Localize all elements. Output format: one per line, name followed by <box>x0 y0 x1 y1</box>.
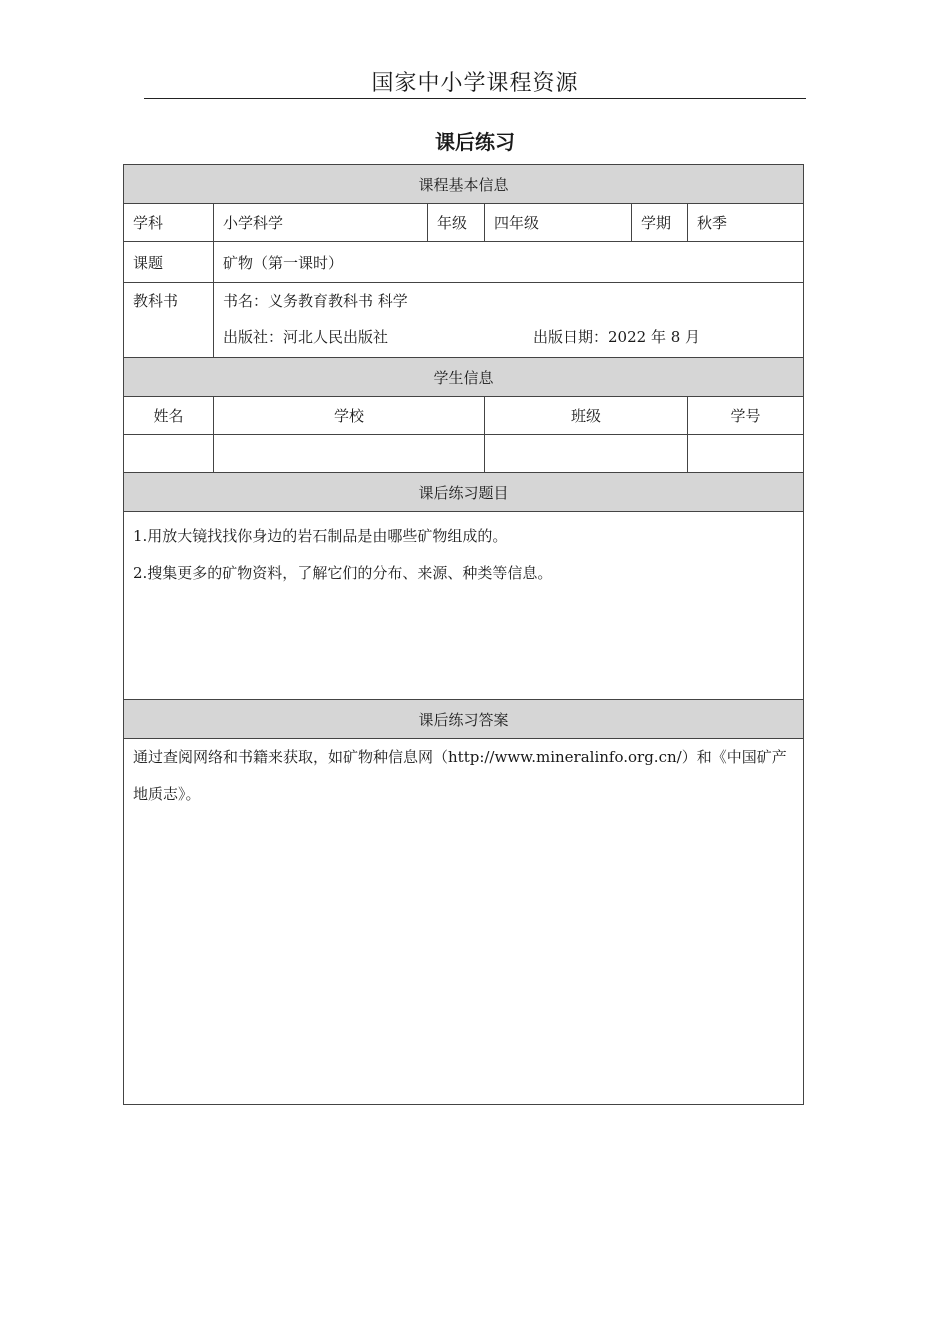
publisher: 出版社：河北人民出版社 <box>223 328 389 346</box>
subject-value: 小学科学 <box>214 204 428 242</box>
student-name-header: 姓名 <box>124 397 214 435</box>
grade-value: 四年级 <box>485 204 632 242</box>
answers-body <box>124 739 804 1105</box>
exercise-item: 1.用放大镜找找你身边的岩石制品是由哪些矿物组成的。 <box>133 527 508 545</box>
student-info-header: 学生信息 <box>124 358 804 397</box>
student-class-value <box>485 435 688 473</box>
student-school-header: 学校 <box>214 397 485 435</box>
student-class-header: 班级 <box>485 397 688 435</box>
book-name: 书名：义务教育教科书 科学 <box>223 292 408 310</box>
topic-label: 课题 <box>124 242 214 283</box>
exercises-header: 课后练习题目 <box>124 473 804 512</box>
textbook-label: 教科书 <box>133 292 179 310</box>
course-info-header: 课程基本信息 <box>124 165 804 204</box>
subject-label: 学科 <box>124 204 214 242</box>
grade-label: 年级 <box>428 204 485 242</box>
student-id-header: 学号 <box>688 397 804 435</box>
exercise-item: 2.搜集更多的矿物资料，了解它们的分布、来源、种类等信息。 <box>133 564 553 582</box>
header-divider <box>144 98 806 99</box>
answers-header: 课后练习答案 <box>124 700 804 739</box>
publish-date: 出版日期：2022 年 8 月 <box>533 328 701 346</box>
topic-value: 矿物（第一课时） <box>214 242 804 283</box>
textbook-details <box>214 283 804 358</box>
term-label: 学期 <box>632 204 688 242</box>
page-title: 课后练习 <box>435 130 515 154</box>
header-title: 国家中小学课程资源 <box>371 71 579 96</box>
term-value: 秋季 <box>688 204 804 242</box>
student-school-value <box>214 435 485 473</box>
student-id-value <box>688 435 804 473</box>
answer-text: 通过查阅网络和书籍来获取，如矿物种信息网（http://www.mineralinfo.org.cn/）和《中国矿产地质志》。 <box>133 748 787 803</box>
student-name-value <box>124 435 214 473</box>
exercises-body <box>124 512 804 700</box>
exercise-sheet-table <box>123 164 804 1105</box>
